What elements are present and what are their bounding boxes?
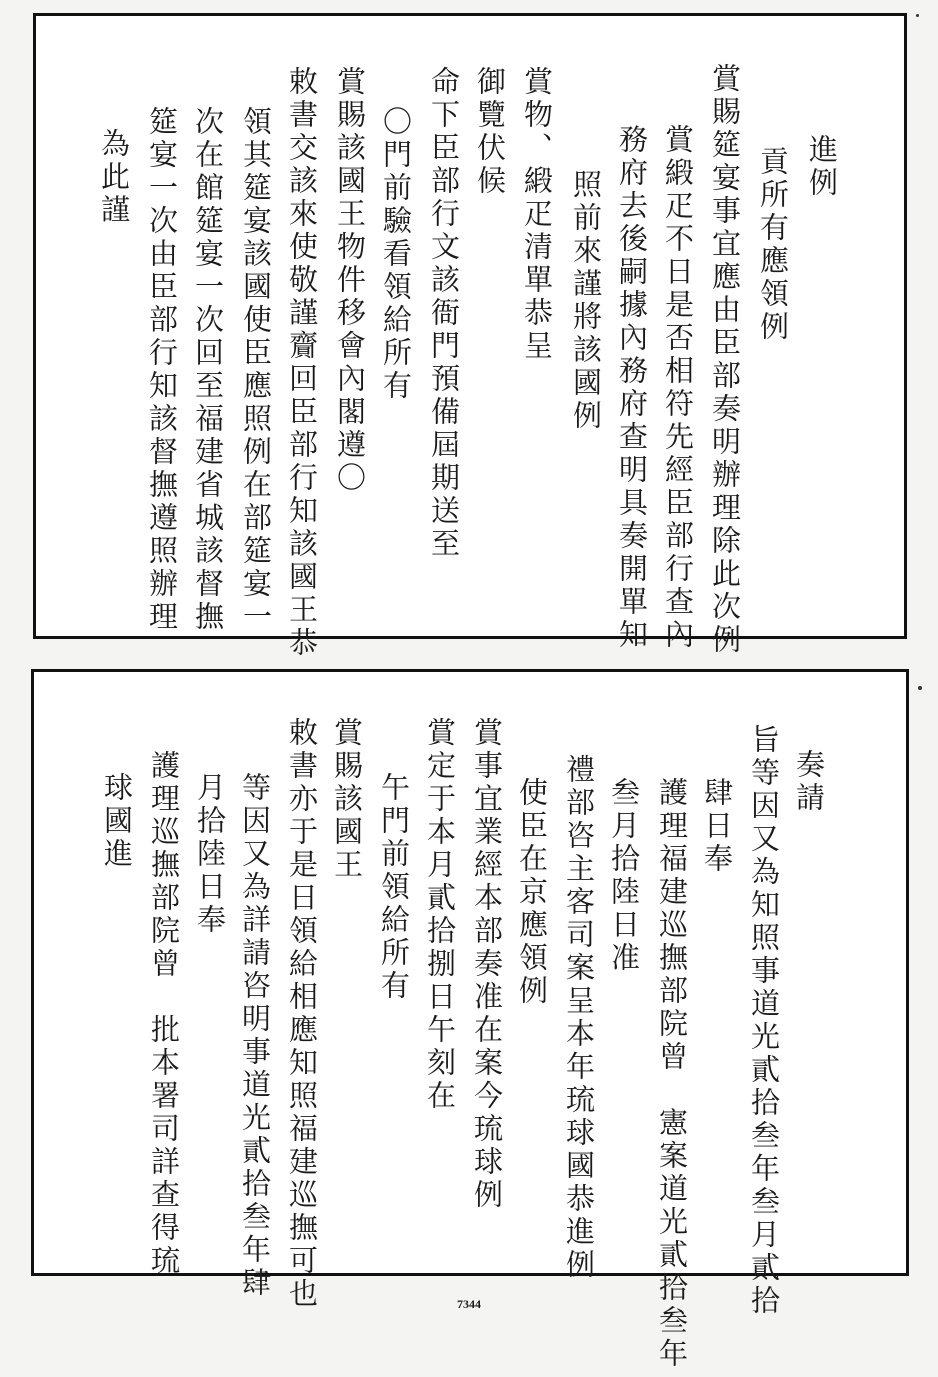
text-column: 賞事宜業經本部奏准在案今琉球例 [470,717,504,1212]
text-column: 〇門前驗看領給所有 [379,106,413,403]
text-column: 叁月拾陸日准 [607,777,641,975]
paper-speck [916,14,919,17]
text-column: 護理巡撫部院曾 批本署司詳查得琉 [147,750,181,1278]
text-column: 貢所有應領例 [756,146,790,344]
text-column: 筵宴一次由臣部行知該督撫遵照辦理 [145,106,179,634]
text-column: 為此謹 [97,128,131,227]
text-column: 賞緞疋不日是否相符先經臣部行查內 [661,124,695,652]
text-column: 敕書亦于是日領給相應知照福建巡撫可也 [285,717,319,1311]
text-column: 肆日奉 [700,777,734,876]
text-column: 賞賜筵宴事宜應由臣部奏明辦理除此次例 [708,63,742,657]
text-column: 使臣在京應領例 [515,777,549,1008]
text-column: 命下臣部行文該衙門預備屆期送至 [427,66,461,561]
text-column: 照前來謹將該國例 [569,169,603,433]
text-column: 禮部咨主客司案呈本年琉球國恭進例 [562,754,596,1282]
text-column: 次在館筵宴一次回至福建省城該督撫 [191,106,225,634]
text-column: 月拾陸日奉 [193,772,227,937]
text-column: 午門前領給所有 [377,772,411,1003]
text-column: 旨等因又為知照事道光貳拾叁年叁月貳拾 [747,724,781,1318]
page-number: 7344 [457,1297,481,1311]
text-column: 賞定于本月貳拾捌日午刻在 [423,717,457,1113]
top-panel [33,13,907,660]
text-column: 等因又為詳請咨明事道光貳拾叁年肆 [238,772,272,1300]
text-column: 賞賜該國王物件移會內閣遵〇 [333,66,367,495]
text-column: 御覽伏候 [473,66,507,198]
text-column: 賞物、緞疋清單恭呈 [520,66,554,363]
paper-speck [918,686,922,690]
text-column: 奏請 [792,749,826,815]
text-column: 務府去後嗣據內務府查明具奏開單知 [615,124,649,652]
text-column: 球國進 [100,772,134,871]
text-column: 賞賜該國王 [330,717,364,882]
text-column: 護理福建巡撫部院曾 憲案道光貳拾叁年 [655,777,689,1371]
text-column: 領其筵宴該國使臣應照例在部筵宴一 [239,106,273,634]
text-column: 進例 [805,134,839,200]
text-column: 敕書交該來使敬謹齎回臣部行知該國王恭 [285,66,319,660]
